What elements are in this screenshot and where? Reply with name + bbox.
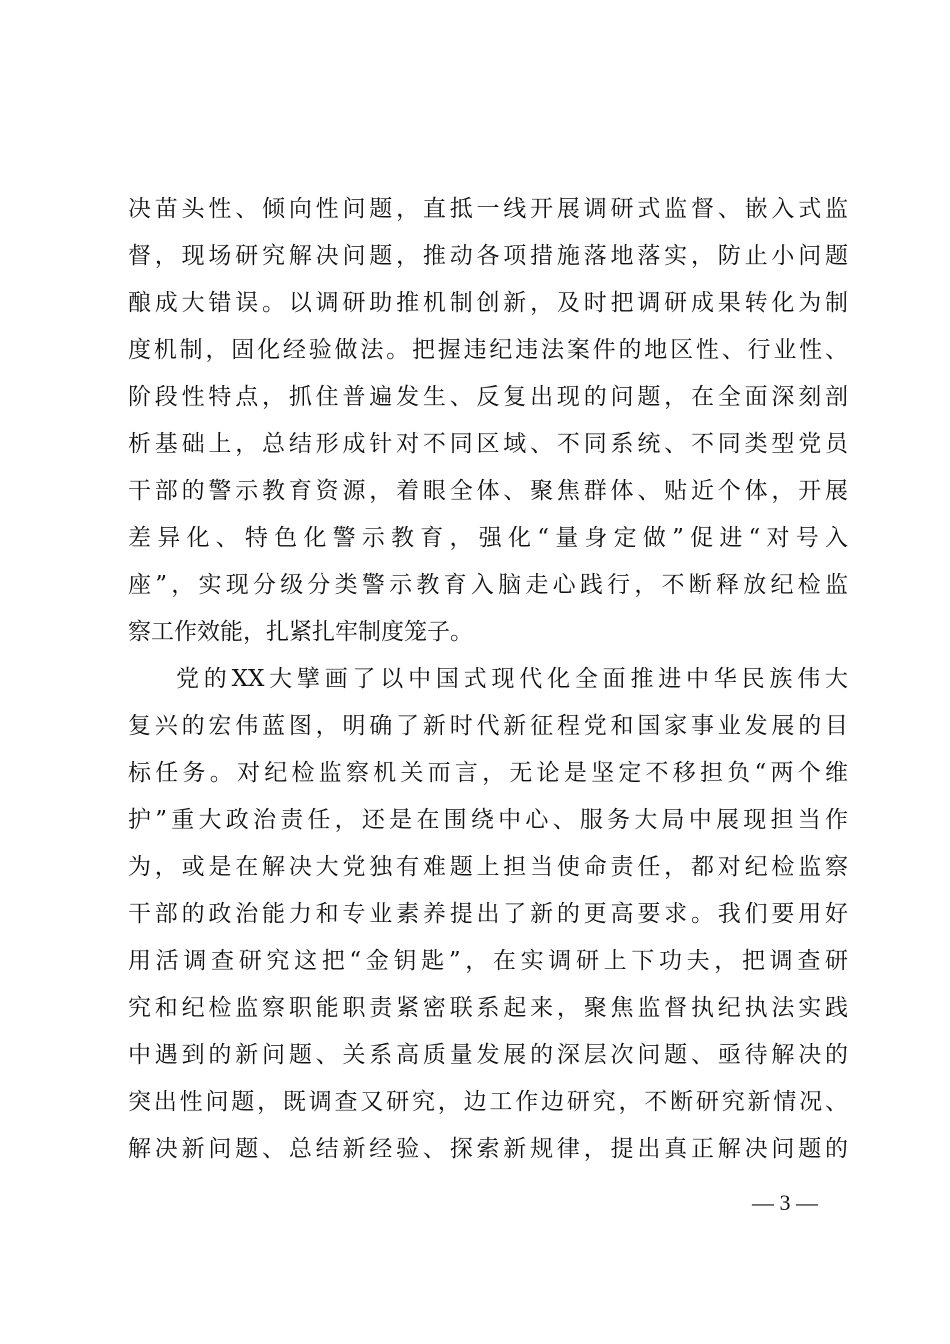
text-line: 究和纪检监察职能职责紧密联系起来，聚焦监督执纪执法实践 <box>128 995 848 1021</box>
text-line: 座”，实现分级分类警示教育入脑走心践行，不断释放纪检监 <box>128 572 848 598</box>
text-line: 突出性问题，既调查又研究，边工作边研究，不断研究新情况、 <box>128 1089 848 1115</box>
paragraph-2 <box>128 656 848 1173</box>
text-line: 护”重大政治责任，还是在围绕中心、服务大局中展现担当作 <box>128 807 848 833</box>
text-line: 用活调查研究这把“金钥匙”，在实调研上下功夫，把调查研 <box>128 948 848 974</box>
page-number: — 3 — <box>752 1190 818 1215</box>
text-line: 阶段性特点，抓住普遍发生、反复出现的问题，在全面深刻剖 <box>128 384 848 410</box>
text-line: 党的XX大擘画了以中国式现代化全面推进中华民族伟大 <box>176 666 848 692</box>
text-line: 解决新问题、总结新经验、探索新规律，提出真正解决问题的 <box>128 1136 848 1162</box>
text-line: 为，或是在解决大党独有难题上担当使命责任，都对纪检监察 <box>128 854 848 880</box>
paragraph-1 <box>128 186 848 656</box>
text-line: 标任务。对纪检监察机关而言，无论是坚定不移担负“两个维 <box>128 760 848 786</box>
text-line: 复兴的宏伟蓝图，明确了新时代新征程党和国家事业发展的目 <box>128 713 848 739</box>
text-line: 决苗头性、倾向性问题，直抵一线开展调研式监督、嵌入式监 <box>128 196 848 222</box>
text-line: 析基础上，总结形成针对不同区域、不同系统、不同类型党员 <box>128 431 848 457</box>
text-line: 干部的政治能力和专业素养提出了新的更高要求。我们要用好 <box>128 901 848 927</box>
text-line: 察工作效能，扎紧扎牢制度笼子。 <box>128 619 473 645</box>
text-line: 督，现场研究解决问题，推动各项措施落地落实，防止小问题 <box>128 243 848 269</box>
text-line: 差异化、特色化警示教育，强化“量身定做”促进“对号入 <box>128 525 848 551</box>
text-line: 中遇到的新问题、关系高质量发展的深层次问题、亟待解决的 <box>128 1042 848 1068</box>
text-line: 酿成大错误。以调研助推机制创新，及时把调研成果转化为制 <box>128 290 848 316</box>
text-line: 干部的警示教育资源，着眼全体、聚焦群体、贴近个体，开展 <box>128 478 848 504</box>
body-text <box>128 186 848 1173</box>
text-line: 度机制，固化经验做法。把握违纪违法案件的地区性、行业性、 <box>128 337 848 363</box>
